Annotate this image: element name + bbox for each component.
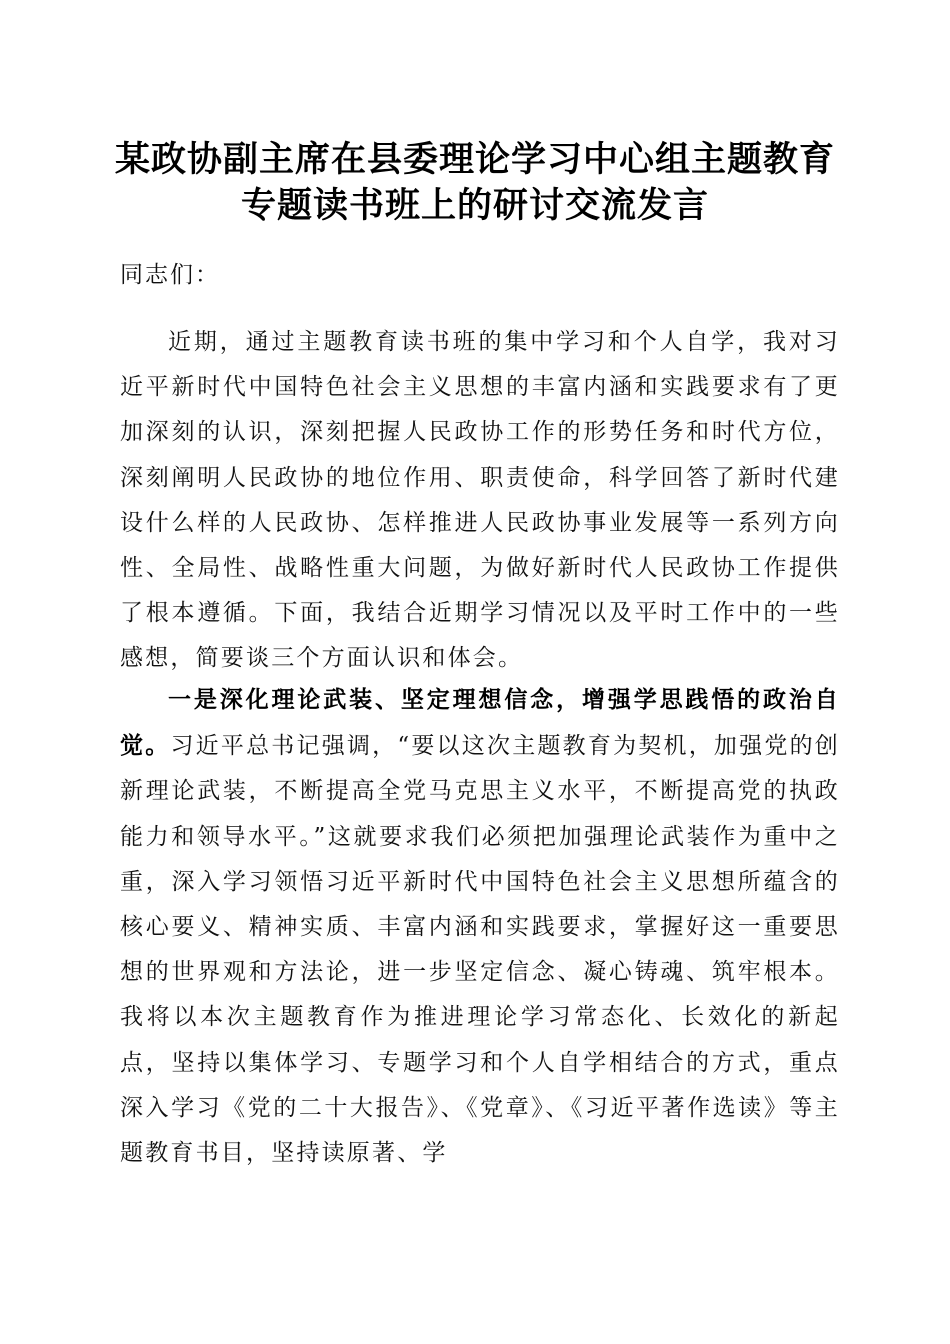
- document-title-line-1: 某政协副主席在县委理论学习中心组主题教育: [114, 139, 835, 180]
- paragraph-intro: 近期，通过主题教育读书班的集中学习和个人自学，我对习近平新时代中国特色社会主义思想的丰富内涵和实践要求有了更加深刻的认识，深刻把握人民政协工作的形势任务和时代方位，深刻阐明人民政协的地位作用、职责使命，科学回答了新时代建设什么样的人民政协、怎样推进人民政协事业发展等一系列方向性、全局性、战略性重大问题，为做好新时代人民政协工作提供了根本遵循。下面，我结合近期学习情况以及平时工作中的一些感想，简要谈三个方面认识和体会。: [120, 329, 840, 672]
- salutation: 同志们：: [120, 262, 220, 288]
- paragraph-point-one: [120, 677, 840, 1176]
- document-title-line-2: 专题读书班上的研讨交流发言: [240, 185, 709, 226]
- paragraph-point-one-body: 习近平总书记强调，“要以这次主题教育为契机，加强党的创新理论武装，不断提高全党马克思主义水平，不断提高党的执政能力和领导水平。”这就要求我们必须把加强理论武装作为重中之重，深入学习领悟习近平新时代中国特色社会主义思想所蕴含的核心要义、精神实质、丰富内涵和实践要求，掌握好这一重要思想的世界观和方法论，进一步坚定信念、凝心铸魂、筑牢根本。我将以本次主题教育作为推进理论学习常态化、长效化的新起点，坚持以集体学习、专题学习和个人自学相结合的方式，重点深入学习《党的二十大报告》、《党章》、《习近平著作选读》等主题教育书目，坚持读原著、学: [120, 733, 840, 1167]
- paragraph-point-one-heading: 一是深化理论武装、坚定理想信念，增强学思践悟的政治自觉。: [120, 686, 840, 760]
